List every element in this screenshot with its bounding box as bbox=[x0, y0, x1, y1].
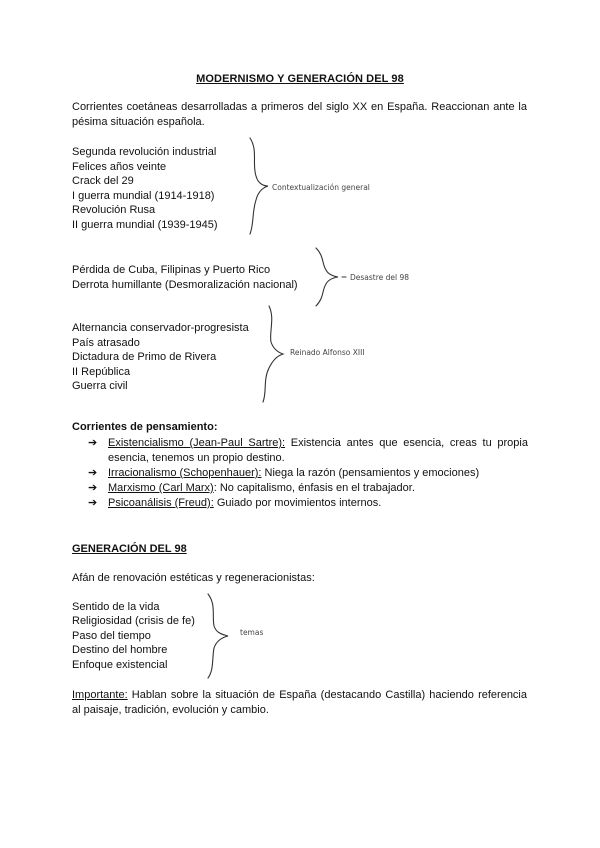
disaster-list-item: Pérdida de Cuba, Filipinas y Puerto Rico bbox=[72, 264, 271, 276]
arrow-right-icon: ➔ bbox=[88, 437, 98, 449]
context-list-item: Crack del 29 bbox=[72, 175, 134, 187]
disaster-list-item: Derrota humillante (Desmoralización nacional) bbox=[72, 279, 298, 291]
arrow-right-icon: ➔ bbox=[88, 482, 98, 494]
context-list-item: Felices años veinte bbox=[72, 161, 167, 173]
reign-note: Reinado Alfonso XIII bbox=[290, 348, 365, 357]
theme-list-item: Sentido de la vida bbox=[72, 601, 160, 613]
important-text: Hablan sobre la situación de España (destacando Castilla) haciendo referencia al paisaje, tradición, evolución y cambio. bbox=[72, 689, 527, 716]
curly-brace-icon bbox=[255, 304, 289, 404]
important-label: Importante: bbox=[72, 689, 128, 701]
current-description: Niega la razón (pensamientos y emociones) bbox=[261, 467, 480, 479]
current-description: : No capitalismo, énfasis en el trabajador. bbox=[213, 482, 415, 494]
generation-intro: Afán de renovación estéticas y regeneracionistas: bbox=[72, 572, 315, 584]
theme-list-item: Enfoque existencial bbox=[72, 659, 168, 671]
current-term: Existencialismo (Jean-Paul Sartre): bbox=[108, 437, 286, 449]
reign-list-item: País atrasado bbox=[72, 337, 140, 349]
context-list-item: I guerra mundial (1914-1918) bbox=[72, 190, 215, 202]
context-note: Contextualización general bbox=[272, 183, 370, 192]
context-list-item: Segunda revolución industrial bbox=[72, 146, 217, 158]
reign-list-item: Alternancia conservador-progresista bbox=[72, 322, 249, 334]
context-list-item: Revolución Rusa bbox=[72, 204, 156, 216]
curly-brace-icon bbox=[312, 246, 348, 308]
arrow-right-icon: ➔ bbox=[88, 497, 98, 509]
important-paragraph bbox=[72, 688, 527, 718]
themes-note: temas bbox=[240, 628, 264, 637]
generation-heading: GENERACIÓN DEL 98 bbox=[72, 543, 187, 555]
reign-list-item: Dictadura de Primo de Rivera bbox=[72, 351, 217, 363]
context-list-item: II guerra mundial (1939-1945) bbox=[72, 219, 218, 231]
current-description: Existencia antes que esencia, creas tu propia esencia, tenemos un propio destino. bbox=[108, 437, 528, 464]
reign-list-item: II República bbox=[72, 366, 131, 378]
currents-list bbox=[88, 436, 528, 511]
list-item bbox=[88, 481, 528, 496]
arrow-right-icon: ➔ bbox=[88, 467, 98, 479]
intro-paragraph: Corrientes coetáneas desarrolladas a primeros del siglo XX en España. Reaccionan ante la pésima situación española. bbox=[72, 101, 527, 128]
current-description: Guiado por movimientos internos. bbox=[213, 497, 382, 509]
curly-brace-icon bbox=[244, 136, 274, 236]
list-item bbox=[88, 466, 528, 481]
current-term: Marxismo (Carl Marx) bbox=[108, 482, 214, 494]
curly-brace-icon bbox=[202, 592, 236, 680]
theme-list-item: Religiosidad (crisis de fe) bbox=[72, 615, 195, 627]
disaster-note: Desastre del 98 bbox=[350, 273, 410, 282]
list-item bbox=[88, 496, 528, 511]
page-title: MODERNISMO Y GENERACIÓN DEL 98 bbox=[196, 73, 404, 85]
theme-list-item: Paso del tiempo bbox=[72, 630, 151, 642]
currents-heading: Corrientes de pensamiento: bbox=[72, 421, 218, 433]
current-term: Psicoanálisis (Freud): bbox=[108, 497, 214, 509]
list-item bbox=[88, 436, 528, 466]
current-term: Irracionalismo (Schopenhauer): bbox=[108, 467, 262, 479]
theme-list-item: Destino del hombre bbox=[72, 644, 168, 656]
reign-list-item: Guerra civil bbox=[72, 380, 128, 392]
